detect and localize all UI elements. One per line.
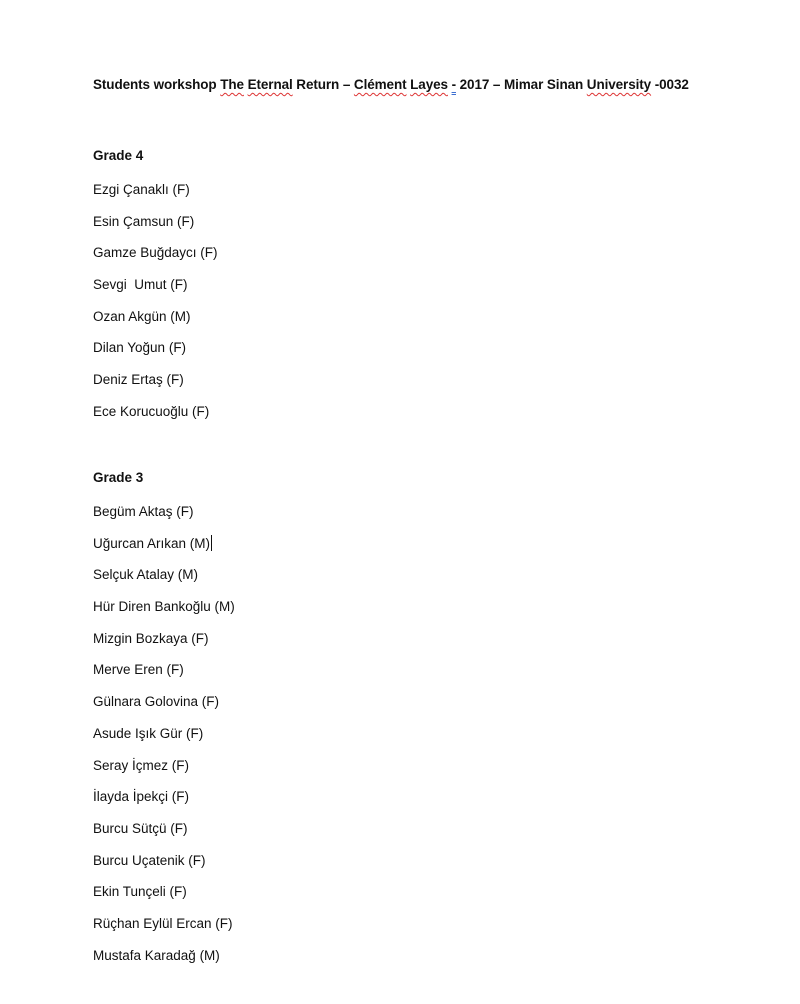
- student-item: Begüm Aktaş (F): [93, 504, 194, 519]
- title-part-spellcheck: University: [586, 77, 652, 92]
- student-item: Deniz Ertaş (F): [93, 372, 184, 388]
- student-item: Ekin Tunçeli (F): [93, 884, 187, 900]
- student-item: Selçuk Atalay (M): [93, 567, 199, 583]
- student-item: Burcu Uçatenik (F): [93, 852, 206, 868]
- section-heading: Grade 3: [93, 470, 144, 485]
- student-item: Dilan Yoğun (F): [93, 340, 187, 356]
- title-part: Students workshop: [93, 77, 221, 92]
- title-part: Return –: [292, 77, 354, 92]
- student-item: Mizgin Bozkaya (F): [93, 630, 209, 646]
- section-grade-3: [93, 469, 235, 978]
- student-item: Ozan Akgün (M): [93, 308, 191, 324]
- student-item: Ece Korucuoğlu (F): [93, 403, 210, 419]
- student-item: Gülnara Golovina (F): [93, 694, 220, 710]
- title-part-spellcheck: Clément: [353, 77, 407, 92]
- student-item: Burcu Sütçü (F): [93, 820, 188, 836]
- student-item: Sevgi Umut (F): [93, 277, 188, 293]
- student-item: Seray İçmez (F): [93, 757, 190, 773]
- student-item: Mustafa Karadağ (M): [93, 947, 220, 963]
- student-item: Asude Işık Gür (F): [93, 725, 204, 741]
- student-item: Merve Eren (F): [93, 662, 184, 678]
- student-item: Hür Diren Bankoğlu (M): [93, 599, 235, 615]
- student-name: Uğurcan Arıkan (M): [93, 535, 211, 551]
- title-part: -0032: [651, 77, 689, 92]
- title-part-grammar: -: [451, 77, 456, 92]
- title-part-spellcheck: The: [220, 77, 244, 92]
- section-heading: Grade 4: [93, 148, 144, 163]
- student-item: İlayda İpekçi (F): [93, 789, 190, 805]
- section-grade-4: [93, 147, 218, 435]
- document-title: [93, 77, 689, 92]
- title-part-spellcheck: Eternal: [247, 77, 293, 92]
- text-cursor: [211, 535, 212, 551]
- student-item-with-cursor[interactable]: [93, 535, 235, 567]
- title-part-spellcheck: Layes: [410, 77, 448, 92]
- student-list: [93, 503, 235, 978]
- student-item: Rüçhan Eylül Ercan (F): [93, 915, 233, 931]
- title-part: 2017 – Mimar Sinan: [455, 77, 587, 92]
- student-item: Esin Çamsun (F): [93, 213, 195, 229]
- student-list: [93, 181, 218, 435]
- student-item: Ezgi Çanaklı (F): [93, 182, 190, 197]
- student-item: Gamze Buğdaycı (F): [93, 245, 218, 261]
